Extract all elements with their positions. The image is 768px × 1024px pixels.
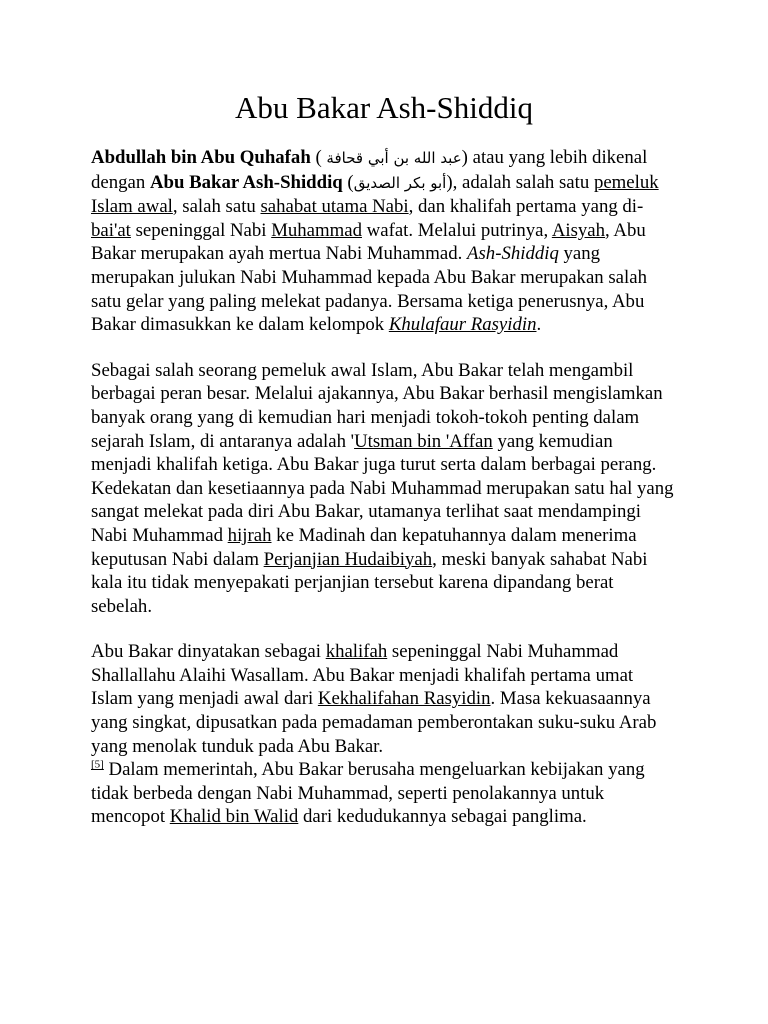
text: dari kedudukannya sebagai panglima.	[298, 806, 587, 828]
link-perjanjian-hudaibiyah[interactable]: Perjanjian Hudaibiyah	[263, 548, 433, 570]
text: .	[536, 314, 542, 336]
text: sepeninggal Nabi	[130, 219, 272, 241]
link-khulafaur-rasyidin[interactable]: Khulafaur Rasyidin	[388, 314, 537, 336]
text: (	[342, 171, 354, 193]
text: Sebagai salah seorang pemeluk awal Islam, Abu Bakar telah mengambil berbagai peran besar. Melalui ajakannya, Abu Bakar berhasil mengislamkan banyak orang yang di kemudian hari menjadi tokoh-tokoh penting dalam sejarah Islam, di antaranya adalah '	[91, 359, 663, 452]
link-aisyah[interactable]: Aisyah	[551, 219, 606, 241]
text: ke Madinah dan kepatuhannya dalam menerima keputusan Nabi dalam	[91, 524, 637, 570]
italic-ash-shiddiq: Ash-Shiddiq	[467, 243, 559, 265]
link-sahabat-utama-nabi[interactable]: sahabat utama Nabi	[260, 196, 409, 218]
arabic-name: عبد الله بن أبي قحافة	[326, 149, 462, 167]
text: yang merupakan julukan Nabi Muhammad kepada Abu Bakar merupakan salah satu gelar yang paling melekat padanya. Bersama ketiga penerusnya, Abu Bakar dimasukkan ke dalam kelompok	[91, 243, 647, 336]
paragraph-1	[91, 146, 677, 337]
text: , meski banyak sahabat Nabi kala itu tidak menyepakati perjanjian tersebut karena dipandang berat sebelah.	[91, 548, 648, 617]
text: . Masa kekuasaannya yang singkat, dipusatkan pada pemadaman pemberontakan suku-suku Arab yang menolak tunduk pada Abu Bakar.	[91, 688, 657, 757]
text: , dan khalifah pertama yang di-	[408, 196, 644, 218]
text: (	[310, 147, 327, 168]
link-pemeluk-islam-awal[interactable]: pemeluk Islam awal	[91, 171, 659, 218]
text: ), adalah salah satu	[446, 171, 594, 193]
alias-bold: Abu Bakar Ash-Shiddiq	[149, 171, 343, 193]
link-baiat[interactable]: bai'at	[91, 219, 131, 241]
reference-link[interactable]: [5]	[91, 758, 104, 771]
arabic-alias: أبو بكر الصديق	[353, 173, 447, 192]
text: , salah satu	[172, 196, 261, 218]
text: yang kemudian menjadi khalifah ketiga. Abu Bakar juga turut serta dalam berbagai perang. Kedekatan dan kesetiaannya pada Nabi Muhammad merupakan satu hal yang sangat melekat pada diri Abu Bakar, utamanya terlihat saat mendampingi Nabi Muhammad	[91, 430, 674, 546]
link-hijrah[interactable]: hijrah	[227, 524, 272, 546]
paragraph-2	[91, 359, 677, 619]
text: ) atau yang lebih dikenal dengan	[91, 147, 648, 193]
link-utsman-bin-affan[interactable]: Utsman bin 'Affan	[354, 430, 493, 452]
link-muhammad[interactable]: Muhammad	[271, 219, 362, 241]
text: Dalam memerintah, Abu Bakar berusaha mengeluarkan kebijakan yang tidak berbeda dengan Nabi Muhammad, seperti penolakannya untuk mencopot	[91, 759, 645, 828]
text: wafat. Melalui putrinya,	[361, 219, 552, 241]
link-khalid-bin-walid[interactable]: Khalid bin Walid	[169, 806, 299, 828]
link-kekhalifahan-rasyidin[interactable]: Kekhalifahan Rasyidin	[317, 688, 491, 710]
text: , Abu Bakar merupakan ayah mertua Nabi Muhammad.	[91, 219, 646, 265]
name-bold: Abdullah bin Abu Quhafah	[91, 147, 311, 168]
paragraph-3	[91, 640, 677, 829]
text: sepeninggal Nabi Muhammad Shallallahu Alaihi Wasallam. Abu Bakar menjadi khalifah pertama umat Islam yang menjadi awal dari	[91, 641, 634, 710]
page-title: Abu Bakar Ash-Shiddiq	[235, 90, 533, 125]
text: Abu Bakar dinyatakan sebagai	[91, 641, 326, 663]
link-khalifah[interactable]: khalifah	[325, 641, 388, 663]
